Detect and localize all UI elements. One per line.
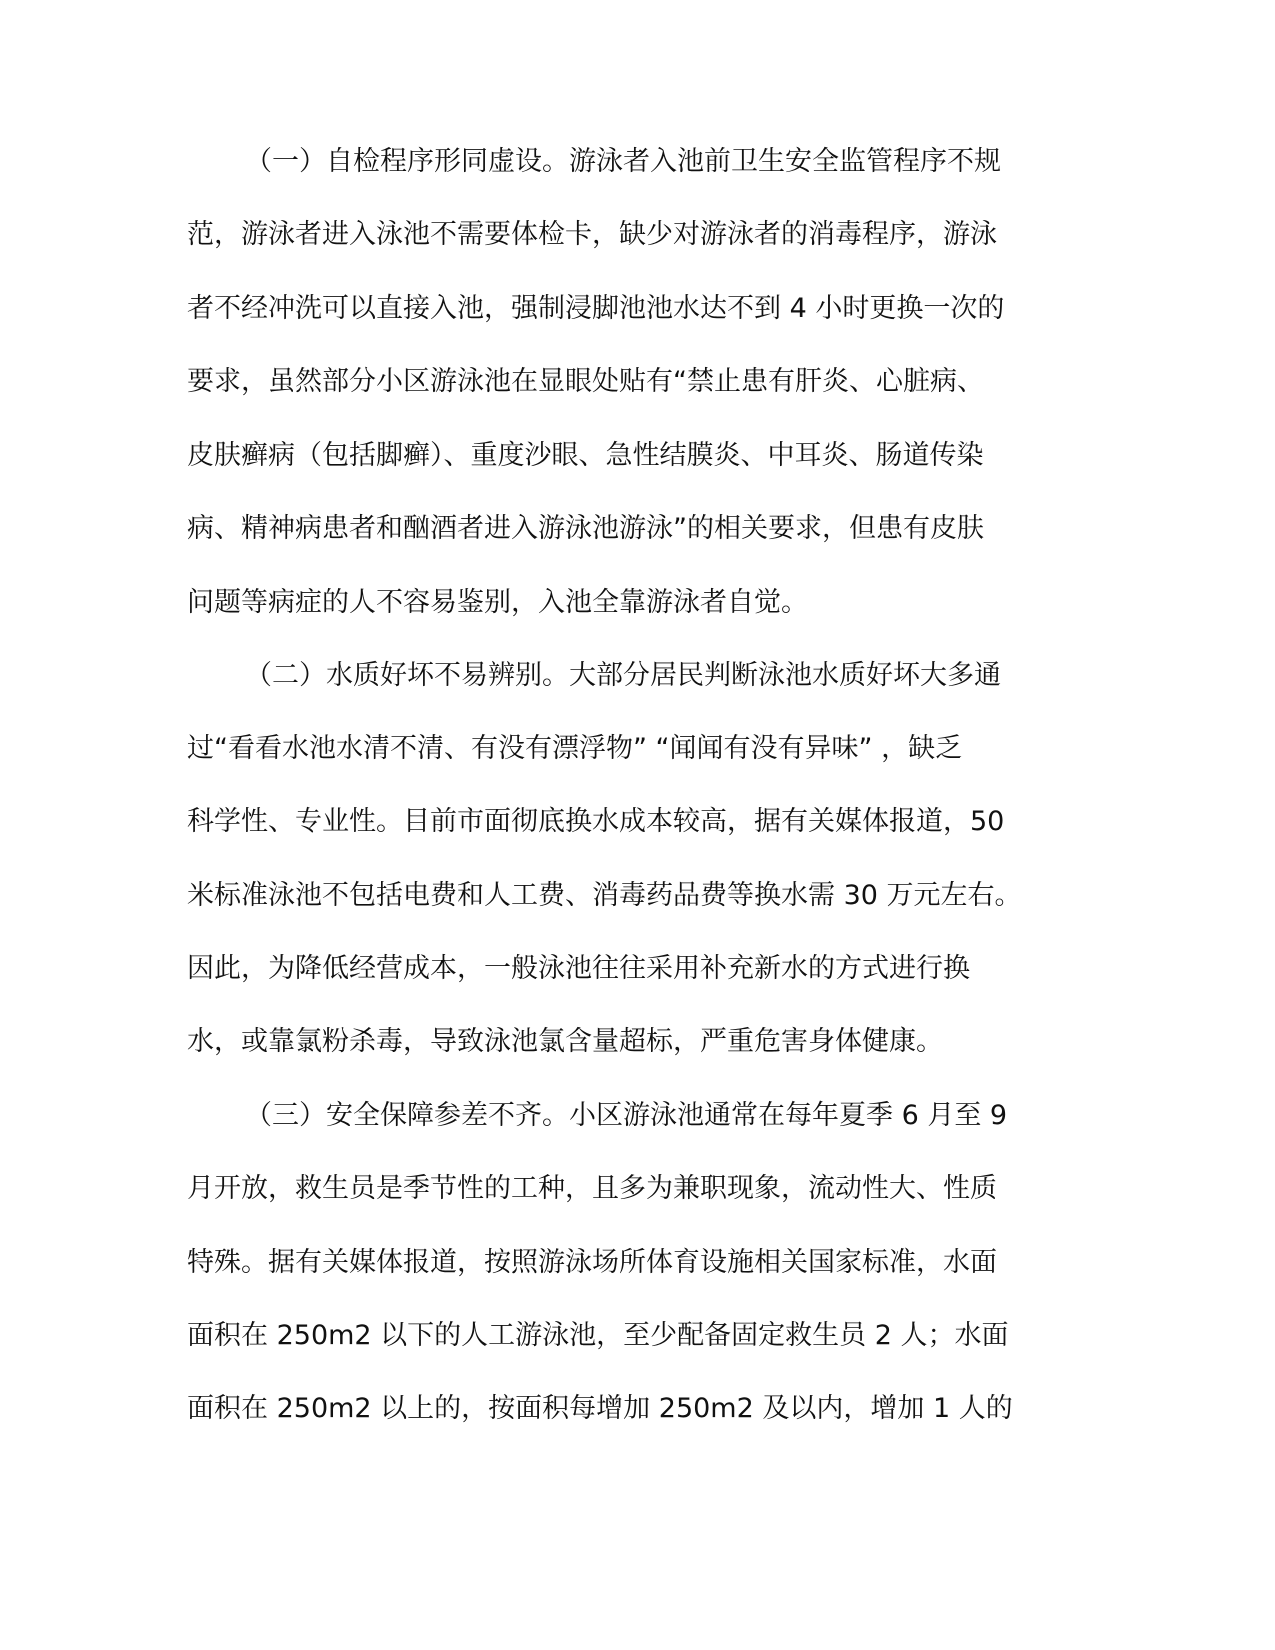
paragraph-2-line-1: （二）水质好坏不易辨别。大部分居民判断泳池水质好坏大多通 [245,660,1001,691]
paragraph-1-line-2: 范，游泳者进入泳池不需要体检卡，缺少对游泳者的消毒程序，游泳 [187,219,997,250]
paragraph-3-line-1: （三）安全保障参差不齐。小区游泳池通常在每年夏季 6 月至 9 [245,1100,1008,1131]
paragraph-3-line-5: 面积在 250m2 以上的，按面积每增加 250m2 及以内，增加 1 人的 [187,1393,1013,1424]
paragraph-1-line-1: （一）自检程序形同虚设。游泳者入池前卫生安全监管程序不规 [245,146,1001,177]
paragraph-3-line-4: 面积在 250m2 以下的人工游泳池，至少配备固定救生员 2 人；水面 [187,1320,1009,1351]
paragraph-1-line-7: 问题等病症的人不容易鉴别，入池全靠游泳者自觉。 [187,587,808,618]
paragraph-2-line-3: 科学性、专业性。目前市面彻底换水成本较高，据有关媒体报道，50 [187,806,1005,837]
paragraph-1-line-3: 者不经冲洗可以直接入池，强制浸脚池池水达不到 4 小时更换一次的 [187,293,1005,324]
paragraph-3-line-3: 特殊。据有关媒体报道，按照游泳场所体育设施相关国家标准，水面 [187,1247,997,1278]
paragraph-2-line-6: 水，或靠氯粉杀毒，导致泳池氯含量超标，严重危害身体健康。 [187,1026,943,1057]
paragraph-1-line-4: 要求，虽然部分小区游泳池在显眼处贴有“禁止患有肝炎、心脏病、 [187,366,984,397]
paragraph-1-line-6: 病、精神病患者和酗酒者进入游泳池游泳”的相关要求，但患有皮肤 [187,513,984,544]
paragraph-1-line-5: 皮肤癣病（包括脚癣）、重度沙眼、急性结膜炎、中耳炎、肠道传染 [187,440,984,471]
paragraph-2-line-5: 因此，为降低经营成本，一般泳池往往采用补充新水的方式进行换 [187,953,970,984]
paragraph-2-line-4: 米标准泳池不包括电费和人工费、消毒药品费等换水需 30 万元左右。 [187,880,1022,911]
paragraph-3-line-2: 月开放，救生员是季节性的工种，且多为兼职现象，流动性大、性质 [187,1173,997,1204]
paragraph-2-line-2: 过“看看水池水清不清、有没有漂浮物” “闻闻有没有异味” ，缺乏 [187,733,963,764]
